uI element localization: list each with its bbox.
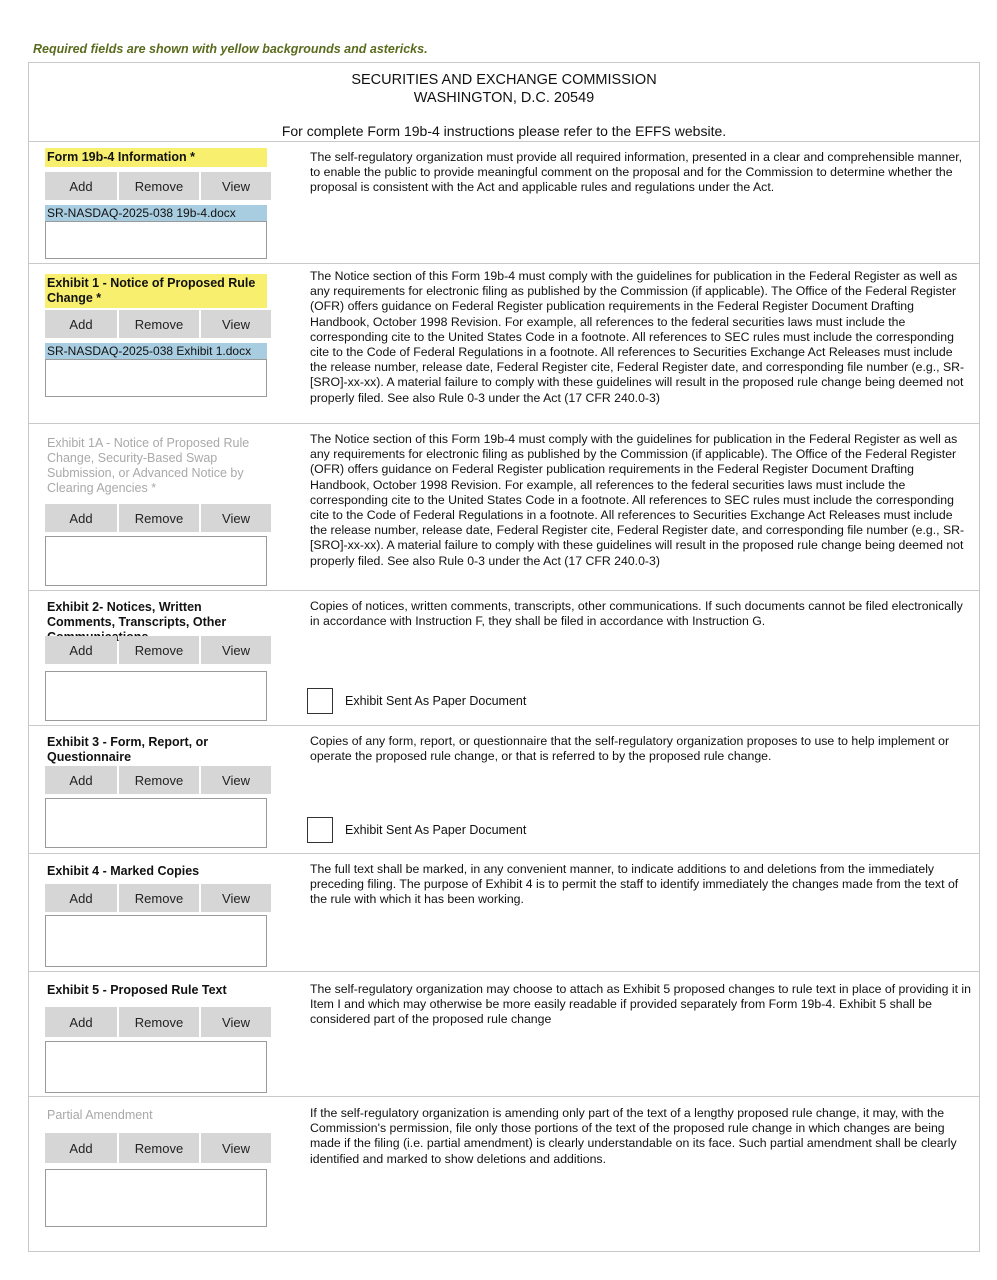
- file-list-box[interactable]: [45, 671, 267, 721]
- button-group: [45, 1133, 271, 1163]
- instructions-note: For complete Form 19b-4 instructions please refer to the EFFS website.: [281, 123, 727, 139]
- file-list-box[interactable]: [45, 359, 267, 397]
- button-group: [45, 310, 271, 338]
- section-exhibit-3: [29, 725, 979, 853]
- attached-file[interactable]: SR-NASDAQ-2025-038 Exhibit 1.docx: [45, 343, 267, 359]
- remove-button[interactable]: Remove: [119, 884, 199, 912]
- remove-button[interactable]: Remove: [119, 1007, 199, 1037]
- section-exhibit-4: [29, 853, 979, 971]
- view-button[interactable]: View: [201, 310, 271, 338]
- section-title: Exhibit 1A - Notice of Proposed Rule Change, Security-Based Swap Submission, or Advanced Notice by Clearing Agencies *: [47, 436, 250, 495]
- button-group: [45, 1007, 271, 1037]
- section-title: Exhibit 1 - Notice of Proposed Rule Change *: [45, 274, 267, 308]
- form-header: [29, 63, 979, 141]
- paper-document-option: [307, 817, 526, 843]
- paper-document-option: [307, 688, 526, 714]
- view-button[interactable]: View: [201, 1133, 271, 1163]
- section-description: Copies of notices, written comments, transcripts, other communications. If such documents cannot be filed electronically in accordance with Instruction F, they shall be filed in accordance with Instruction G.: [310, 599, 963, 629]
- section-title: Exhibit 5 - Proposed Rule Text: [47, 983, 227, 997]
- add-button[interactable]: Add: [45, 310, 117, 338]
- section-partial-amendment: [29, 1096, 979, 1253]
- section-description: The self-regulatory organization must provide all required information, presented in a clear and comprehensible manner, to enable the public to provide meaningful comment on the proposal and for the Commission to determine whether the proposal is consistent with the Act and applicable rules and regulations under the Act.: [310, 150, 963, 195]
- section-title: Exhibit 3 - Form, Report, or Questionnaire: [47, 735, 209, 764]
- section-description: The Notice section of this Form 19b-4 must comply with the guidelines for publication in the Federal Register as well as any requirements for electronic filing as published by the Commission (if applicable). The Office of the Federal Register (OFR) offers guidance on Federal Register publication requirements in the Federal Register Document Drafting Handbook, October 1998 Revision. For example, all references to the federal securities laws must include the corresponding cite to the United States Code in a footnote. All references to SEC rules must include the corresponding cite to the Code of Federal Regulations in a footnote. All references to Securities Exchange Act Releases must include the release number, release date, Federal Register cite, Federal Register date, and corresponding file number (e.g., SR-[SRO]-xx-xx). A material failure to comply with these guidelines will result in the proposed rule change being deemed not properly filed. See also Rule 0-3 under the Act (17 CFR 240.0-3): [310, 432, 965, 568]
- add-button[interactable]: Add: [45, 1007, 117, 1037]
- add-button[interactable]: Add: [45, 1133, 117, 1163]
- section-description: The Notice section of this Form 19b-4 must comply with the guidelines for publication in the Federal Register as well as any requirements for electronic filing as published by the Commission (if applicable). The Office of the Federal Register (OFR) offers guidance on Federal Register publication requirements in the Federal Register Document Drafting Handbook, October 1998 Revision. For example, all references to the federal securities laws must include the corresponding cite to the United States Code in a footnote. All references to SEC rules must include the corresponding cite to the Code of Federal Regulations in a footnote. All references to Securities Exchange Act Releases must include the release number, release date, Federal Register cite, Federal Register date, and corresponding file number (e.g., SR-[SRO]-xx-xx). A material failure to comply with these guidelines will result in the proposed rule change being deemed not properly filed. See also Rule 0-3 under the Act (17 CFR 240.0-3): [310, 269, 965, 405]
- section-description: If the self-regulatory organization is amending only part of the text of a lengthy proposed rule change, it may, with the Commission's permission, file only those portions of the text of the proposed rule change in which changes are being made if the filing (i.e. partial amendment) is clearly understandable on its face. Such partial amendment shall be clearly identified and marked to show deletions and additions.: [310, 1106, 957, 1166]
- remove-button[interactable]: Remove: [119, 172, 199, 200]
- add-button[interactable]: Add: [45, 766, 117, 794]
- paper-document-checkbox[interactable]: [307, 817, 333, 843]
- button-group: [45, 884, 271, 912]
- view-button[interactable]: View: [201, 1007, 271, 1037]
- paper-document-label: Exhibit Sent As Paper Document: [345, 694, 527, 708]
- section-title: Form 19b-4 Information *: [45, 148, 267, 167]
- section-description: The full text shall be marked, in any convenient manner, to indicate additions to and deletions from the immediately preceding filing. The purpose of Exhibit 4 is to permit the staff to identify immediately the changes made from the text of the rule with which it has been working.: [310, 862, 959, 907]
- view-button[interactable]: View: [201, 636, 271, 664]
- section-title: Partial Amendment: [47, 1108, 153, 1122]
- view-button[interactable]: View: [201, 172, 271, 200]
- section-title: Exhibit 4 - Marked Copies: [47, 864, 200, 878]
- file-list-box[interactable]: [45, 798, 267, 848]
- remove-button[interactable]: Remove: [119, 310, 199, 338]
- section-title: Exhibit 2- Notices, Written Comments, Transcripts, Other: [47, 600, 227, 629]
- remove-button[interactable]: Remove: [119, 504, 199, 532]
- add-button[interactable]: Add: [45, 172, 117, 200]
- section-form-19b4: [29, 141, 979, 263]
- paper-document-label: Exhibit Sent As Paper Document: [345, 823, 527, 837]
- remove-button[interactable]: Remove: [119, 766, 199, 794]
- agency-address: WASHINGTON, D.C. 20549: [413, 90, 595, 106]
- file-list-box[interactable]: [45, 536, 267, 586]
- button-group: [45, 766, 271, 794]
- section-description: Copies of any form, report, or questionnaire that the self-regulatory organization proposes to use to help implement or operate the proposed rule change, or that is referred to by the proposed rule change.: [310, 734, 950, 764]
- attached-file[interactable]: SR-NASDAQ-2025-038 19b-4.docx: [45, 205, 267, 221]
- view-button[interactable]: View: [201, 504, 271, 532]
- file-list-box[interactable]: [45, 221, 267, 259]
- section-exhibit-1a: [29, 423, 979, 590]
- file-list-box[interactable]: [45, 1169, 267, 1227]
- add-button[interactable]: Add: [45, 504, 117, 532]
- file-list-box[interactable]: [45, 1041, 267, 1093]
- remove-button[interactable]: Remove: [119, 1133, 199, 1163]
- button-group: [45, 636, 271, 664]
- button-group: [45, 504, 271, 532]
- form-frame: [28, 62, 980, 1252]
- section-exhibit-1: [29, 263, 979, 423]
- paper-document-checkbox[interactable]: [307, 688, 333, 714]
- section-exhibit-2: [29, 590, 979, 725]
- button-group: [45, 172, 271, 200]
- required-fields-note: Required fields are shown with yellow backgrounds and astericks.: [33, 42, 428, 56]
- section-exhibit-5: [29, 971, 979, 1096]
- agency-name: SECURITIES AND EXCHANGE COMMISSION: [351, 72, 657, 88]
- remove-button[interactable]: Remove: [119, 636, 199, 664]
- file-list-box[interactable]: [45, 915, 267, 967]
- view-button[interactable]: View: [201, 766, 271, 794]
- add-button[interactable]: Add: [45, 884, 117, 912]
- add-button[interactable]: Add: [45, 636, 117, 664]
- view-button[interactable]: View: [201, 884, 271, 912]
- section-description: The self-regulatory organization may choose to attach as Exhibit 5 proposed changes to rule text in place of providing it in Item I and which may otherwise be more easily readable if provided separately from Form 19b-4. Exhibit 5 shall be considered part of the proposed rule change: [310, 982, 971, 1027]
